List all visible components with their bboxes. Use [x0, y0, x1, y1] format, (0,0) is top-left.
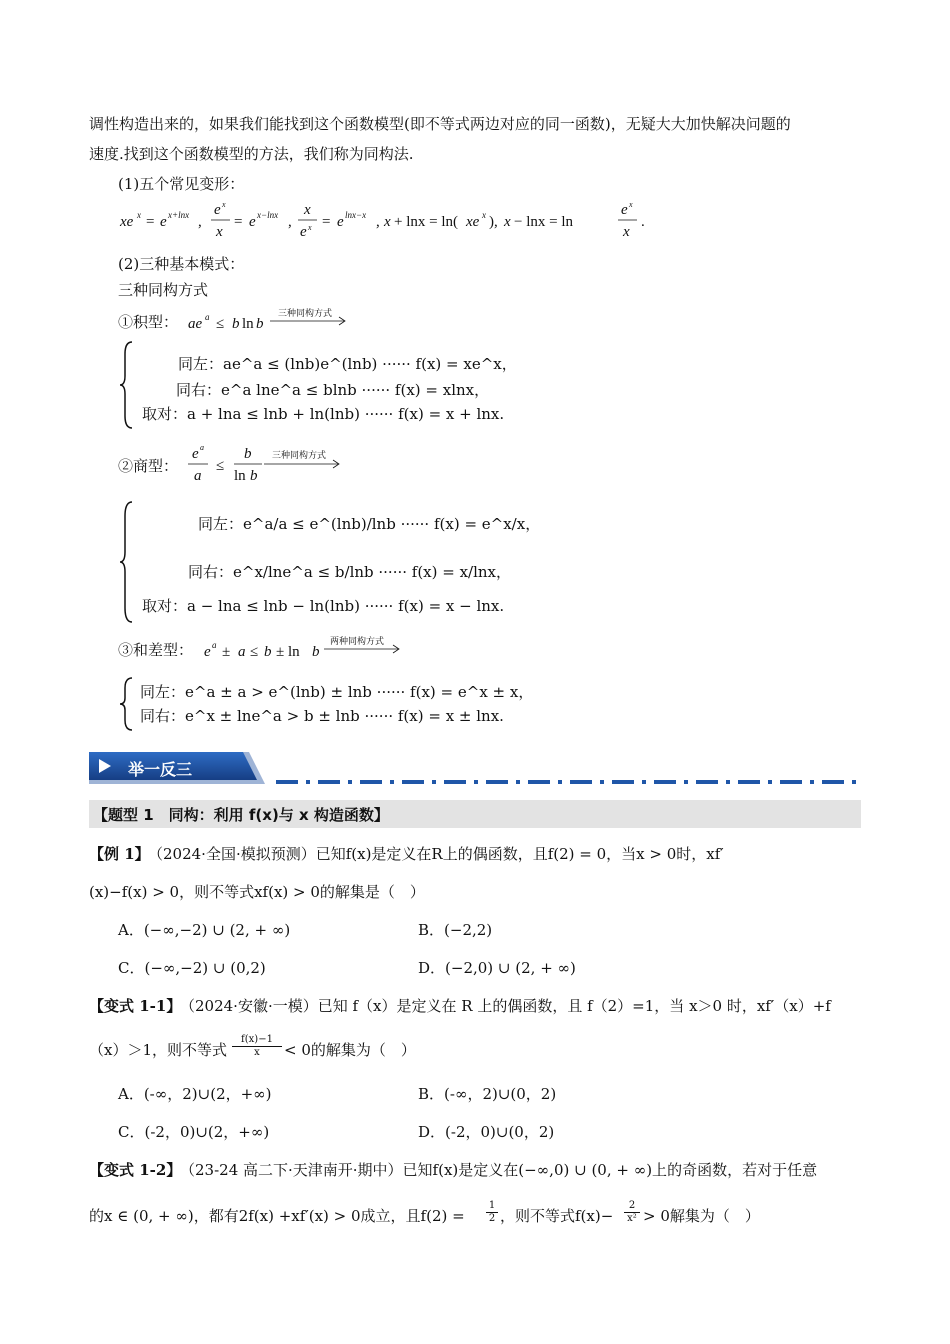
svg-text:,: , — [288, 214, 292, 230]
variant11-frac-den: x — [254, 1047, 260, 1058]
svg-text:≤: ≤ — [216, 316, 225, 332]
svg-text:x: x — [308, 223, 312, 232]
variant11-option-c[interactable]: C．(-2，0)∪(2，+∞) — [118, 1123, 270, 1141]
svg-text:x: x — [216, 224, 223, 240]
svg-text:b: b — [312, 644, 320, 660]
banner-divider — [276, 780, 861, 784]
variant12-frac2-den: x² — [627, 1213, 637, 1224]
svg-text:a: a — [238, 644, 246, 660]
svg-text:+ lnx = ln(: + lnx = ln( — [394, 214, 458, 230]
ji-row-right: 同右：e^a lne^a ≤ blnb ······ f(x) = xlnx， — [176, 381, 490, 399]
ji-arrow-label: 三种同构方式 — [278, 309, 333, 319]
he-row-left: 同左：e^a ± a > e^(lnb) ± lnb ······ f(x) = e^x ± x， — [140, 683, 534, 701]
example1-option-d[interactable]: D．(−2,0) ∪ (2, + ∞) — [418, 959, 576, 977]
svg-text:x: x — [304, 202, 311, 218]
svg-text:lnx−x: lnx−x — [345, 210, 367, 220]
ji-row-log: 取对：a + lna ≤ lnb + ln(lnb) ······ f(x) = x + lnx. — [142, 405, 505, 423]
svg-text:e: e — [214, 202, 221, 218]
variant12-line2b: ，则不等式f(x)− — [500, 1207, 614, 1225]
variant12-tag: 【变式 1-2】 — [89, 1161, 182, 1179]
svg-text:b: b — [250, 468, 258, 484]
he-type-condition — [200, 632, 410, 662]
intro-line-2: 速度.找到这个函数模型的方法，我们称为同构法. — [89, 145, 414, 163]
svg-text:b: b — [264, 644, 272, 660]
variant11-line2b: < 0的解集为（ ） — [284, 1041, 416, 1059]
variant11-fraction — [232, 1034, 282, 1059]
intro-line-1: 调性构造出来的，如果我们能找到这个函数模型(即不等式两边对应的同一函数)，无疑大大加快解决问题的 — [89, 115, 791, 133]
shang-row-right: 同右：e^x/lne^a ≤ b/lnb ······ f(x) = x/lnx， — [188, 563, 512, 581]
svg-text:=: = — [146, 214, 155, 230]
svg-text:e: e — [249, 214, 256, 230]
variant12-frac2 — [624, 1200, 640, 1225]
variant11-tag: 【变式 1-1】 — [89, 997, 182, 1015]
svg-text:e: e — [337, 214, 344, 230]
svg-text:x: x — [384, 214, 391, 230]
svg-text:ln: ln — [242, 316, 254, 332]
shang-type-label: ②商型： — [118, 457, 179, 475]
example1-tag: 【例 1】 — [89, 845, 150, 863]
svg-text:e: e — [300, 224, 307, 240]
section2-subtitle: 三种同构方式 — [118, 281, 209, 299]
svg-text:a: a — [200, 443, 204, 452]
svg-text:x+lnx: x+lnx — [168, 210, 190, 220]
shang-brace — [118, 500, 138, 624]
svg-text:x−lnx: x−lnx — [257, 210, 279, 220]
variant11-option-a[interactable]: A．(-∞，2)∪(2，+∞) — [118, 1085, 272, 1103]
svg-text:− lnx = ln: − lnx = ln — [514, 214, 574, 230]
svg-text:≤: ≤ — [250, 644, 259, 660]
variant11-frac-num: f(x)−1 — [232, 1034, 282, 1047]
svg-text:),: ), — [489, 214, 498, 230]
shang-arrow-label: 三种同构方式 — [272, 451, 327, 461]
svg-text:e: e — [192, 446, 199, 462]
svg-text:x: x — [623, 224, 630, 240]
svg-text:=: = — [234, 214, 243, 230]
variant12-frac2-num: 2 — [624, 1200, 640, 1213]
example1-option-a[interactable]: A．(−∞,−2) ∪ (2, + ∞) — [118, 921, 291, 939]
example1-line2: (x)−f(x) > 0，则不等式xf(x) > 0的解集是（ ） — [89, 883, 425, 901]
svg-text:±: ± — [222, 644, 231, 660]
svg-text:≤: ≤ — [216, 458, 225, 474]
ji-row-left: 同左：ae^a ≤ (lnb)e^(lnb) ······ f(x) = xe^x， — [178, 355, 517, 373]
svg-text:=: = — [322, 214, 331, 230]
variant11-option-d[interactable]: D．(-2，0)∪(0，2) — [418, 1123, 555, 1141]
svg-text:x: x — [482, 210, 486, 220]
svg-text:a: a — [205, 312, 210, 322]
shang-row-left: 同左：e^a/a ≤ e^(lnb)/lnb ······ f(x) = e^x/x， — [198, 515, 541, 533]
svg-text:x: x — [504, 214, 511, 230]
he-row-right: 同右：e^x ± lne^a > b ± lnb ······ f(x) = x ± lnx. — [140, 707, 504, 725]
svg-text:± ln: ± ln — [276, 644, 300, 660]
svg-text:xe: xe — [466, 214, 480, 230]
variant12-half-den: 2 — [488, 1213, 496, 1224]
variant11-line2a: （x）＞1，则不等式 — [89, 1041, 228, 1059]
variant11-option-b[interactable]: B．(-∞，2)∪(0，2) — [418, 1085, 557, 1103]
shang-type-condition — [186, 440, 356, 486]
ji-type-condition — [186, 304, 356, 334]
section2-title: (2)三种基本模式： — [118, 255, 245, 273]
svg-text:ae: ae — [188, 316, 203, 332]
svg-text:x: x — [222, 200, 226, 209]
section1-title: (1)五个常见变形： — [118, 175, 245, 193]
svg-text:b: b — [256, 316, 264, 332]
svg-text:x: x — [137, 210, 141, 220]
ji-type-label: ①积型： — [118, 313, 179, 331]
variant12-half — [486, 1200, 498, 1225]
shang-row-log: 取对：a − lna ≤ lnb − ln(lnb) ······ f(x) = x − lnx. — [142, 597, 505, 615]
svg-text:xe: xe — [120, 214, 134, 230]
variant11-line1: （2024·安徽·一模）已知 f（x）是定义在 R 上的偶函数，且 f（2）=1，当 x＞0 时，xf′（x）+f — [180, 997, 831, 1015]
svg-text:,: , — [376, 214, 380, 230]
example1-line1: （2024·全国·模拟预测）已知f(x)是定义在R上的偶函数，且f(2) = 0，当x > 0时，xf′ — [148, 845, 724, 863]
he-arrow-label: 两种同构方式 — [330, 637, 385, 647]
banner-label: 举一反三 — [128, 760, 193, 779]
example1-option-c[interactable]: C．(−∞,−2) ∪ (0,2) — [118, 959, 266, 977]
svg-text:e: e — [621, 202, 628, 218]
svg-text:e: e — [204, 644, 211, 660]
svg-text:.: . — [641, 214, 645, 230]
example1-option-b[interactable]: B．(−2,2) — [418, 921, 493, 939]
svg-text:ln: ln — [234, 468, 246, 484]
variant12-line2a: 的x ∈ (0, + ∞)，都有2f(x) +xf′(x) > 0成立，且f(2) = — [89, 1207, 465, 1225]
variant12-half-num: 1 — [486, 1200, 498, 1213]
five-transform-formula — [118, 198, 678, 242]
variant12-line2c: > 0解集为（ ） — [643, 1207, 760, 1225]
he-brace — [118, 676, 138, 732]
svg-text:x: x — [629, 200, 633, 209]
problem-header: 【题型 1 同构：利用 f(x)与 x 构造函数】 — [93, 806, 389, 824]
svg-text:b: b — [232, 316, 240, 332]
svg-text:,: , — [198, 214, 202, 230]
svg-text:a: a — [212, 640, 217, 650]
svg-text:e: e — [160, 214, 167, 230]
svg-text:a: a — [194, 468, 202, 484]
he-type-label: ③和差型： — [118, 641, 194, 659]
variant12-line1: （23-24 高二下·天津南开·期中）已知f(x)是定义在(−∞,0) ∪ (0, + ∞)上的奇函数，若对于任意 — [180, 1161, 818, 1179]
ji-brace — [118, 340, 138, 430]
svg-text:b: b — [244, 446, 252, 462]
